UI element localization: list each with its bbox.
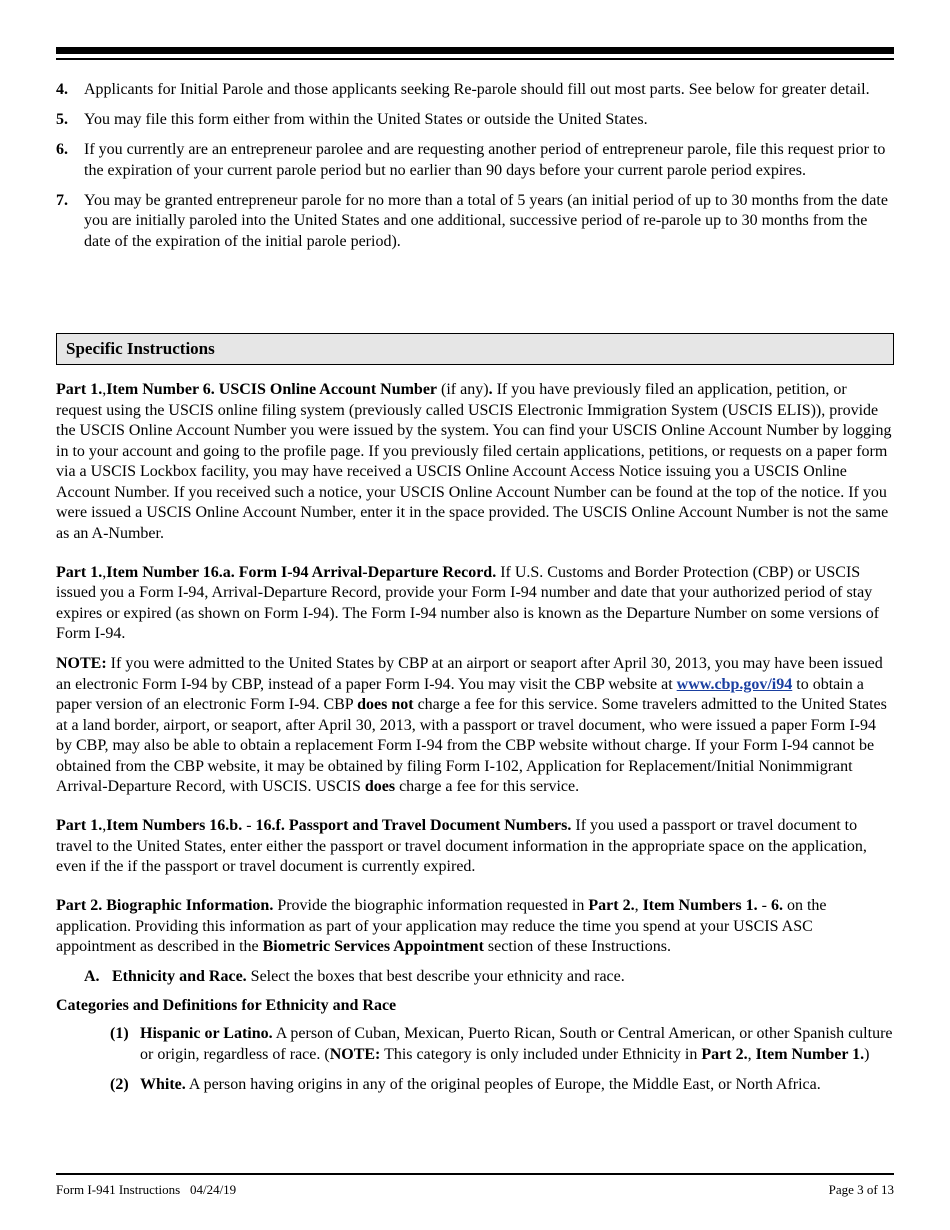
top-rule-thick: [56, 47, 894, 54]
item-ref: Item Number 1.: [755, 1045, 865, 1063]
footer-rule: [56, 1173, 894, 1175]
list-item-text: If you currently are an entrepreneur parolee and are requesting another period of entrepreneur parole, file this request prior to the expiration of your current parole period but no earlier than 90 days before your current parole period expires.: [84, 141, 886, 179]
paragraph-note: [56, 654, 894, 798]
close-paren: ): [864, 1045, 870, 1063]
list-item: [56, 140, 894, 181]
subsection-label: A.: [84, 968, 100, 985]
part-heading: Part 2. Biographic Information.: [56, 897, 274, 914]
form-edition: Form I-941 Instructions 04/24/19: [56, 1182, 237, 1197]
category-body-2: This category is only included under Ethnicity in: [380, 1045, 702, 1063]
dash: -: [242, 817, 256, 834]
text-3: section of these Instructions.: [483, 938, 671, 955]
paragraph-biographic: [56, 896, 894, 958]
note-label: NOTE:: [329, 1045, 381, 1063]
part-ref: Part 1.: [56, 563, 103, 581]
subsection-body: Select the boxes that best describe your ethnicity and race.: [246, 968, 625, 985]
comma: ,: [102, 563, 107, 581]
note-text-3: charge a fee for this service. Some travelers admitted to the United States at a land border, airport, or seaport, after April 30, 2013, with a passport or travel document, who were issued a paper Form I-94 by CBP, may also be able to obtain a replacement Form I-94 from the CBP website without charge. If your Form I-94 cannot be obtained from the CBP website, it may be obtained by filing Form I-102, Application for Replacement/Initial Nonimmigrant Arrival-Departure Record, with USCIS. USCIS: [56, 696, 887, 795]
note-emphasis-does: does: [364, 778, 396, 795]
category-body-1: A person of Cuban, Mexican, Puerto Rican, South or Central American, or other Spanish culture or origin, regardless of race. (: [140, 1025, 893, 1063]
if-any: (if any): [437, 381, 489, 398]
list-item: [56, 191, 894, 253]
instructions-body: [56, 380, 894, 1105]
comma: ,: [102, 817, 107, 834]
top-rule-thin: [56, 58, 894, 60]
category-heading: Hispanic or Latino.: [140, 1025, 273, 1042]
item-ref: Item Number 6. USCIS Online Account Number: [106, 381, 438, 398]
category-item: [110, 1075, 894, 1096]
list-item-number: 7.: [56, 191, 68, 209]
part-ref: Part 2.: [588, 897, 635, 914]
item-ref: Item Numbers 16.b.: [106, 817, 243, 834]
category-body: A person having origins in any of the original peoples of Europe, the Middle East, or North Africa.: [185, 1075, 821, 1093]
part-ref: Part 1.: [56, 381, 103, 398]
categories-heading: Categories and Definitions for Ethnicity and Race: [56, 996, 397, 1014]
section-header: [56, 333, 894, 365]
category-label: (1): [110, 1025, 129, 1042]
comma: ,: [102, 381, 107, 398]
category-text: [140, 1024, 894, 1065]
note-emphasis-does-not: does not: [357, 696, 414, 713]
note-text-2: to obtain a paper version of an electronic Form I-94. CBP: [56, 675, 864, 713]
paragraph-text: If you have previously filed an application, petition, or request using the USCIS online filing system (previously called USCIS Electronic Immigration System (USCIS ELIS)), provide the USCIS Online Account Number you were issued by the system. You can find your USCIS Online Account Number by logging in to your account and going to the profile page. If you previously filed certain applications, petitions, or requests on a paper form via a USCIS Lockbox facility, you may have received a USCIS Online Account Access Notice issuing you a USCIS Online Account Number. If you received such a notice, your USCIS Online Account Number can be found at the top of the notice. If you were issued a USCIS Online Account Number, enter it in the space provided. The USCIS Online Account Number is not the same as an A-Number.: [56, 381, 892, 542]
category-heading: White.: [140, 1075, 186, 1093]
list-item-text: Applicants for Initial Parole and those applicants seeking Re-parole should fill out most parts. See below for greater detail.: [84, 81, 870, 98]
cbp-website-link[interactable]: www.cbp.gov/i94: [676, 675, 793, 693]
subsection-heading: Ethnicity and Race.: [112, 968, 247, 985]
paragraph-online-account: [56, 380, 894, 544]
item-ref: Item Numbers 1.: [642, 897, 758, 914]
part-ref: Part 1.: [56, 817, 103, 834]
note-label: NOTE:: [56, 655, 107, 672]
note-text-4: charge a fee for this service.: [395, 778, 580, 795]
page-number: Page 3 of 13: [828, 1182, 894, 1197]
list-item-text: You may be granted entrepreneur parole for no more than a total of 5 years (an initial period of up to 30 months from the date you are initially paroled into the United States and one additional, successive period of re-parole up to 30 months from the date of the expiration of the initial parole period).: [84, 191, 888, 250]
subsection-text: [112, 967, 625, 988]
item-ref-end: 6.: [770, 897, 783, 914]
paragraph-text: If you used a passport or travel document to travel to the United States, enter either the passport or travel document information in the appropriate space on the application, even if the if the passport or travel document is currently expired.: [56, 817, 867, 875]
item-ref-2: 16.f. Passport and Travel Document Numbers.: [255, 817, 572, 834]
text-1: Provide the biographic information requested in: [273, 897, 589, 914]
part-ref: Part 2.: [701, 1045, 748, 1063]
dash: -: [757, 897, 771, 914]
category-text: [140, 1075, 894, 1096]
text-2: on the application. Providing this information as part of your application may reduce the time you spend at your USCIS ASC appointment as described in the: [56, 897, 827, 955]
list-item-text: You may file this form either from within the United States or outside the United States.: [84, 111, 648, 128]
item-ref: Item Number 16.a. Form I-94 Arrival-Departure Record.: [106, 563, 497, 581]
list-item-number: 4.: [56, 81, 68, 98]
list-item-number: 6.: [56, 141, 68, 158]
period: .: [488, 381, 493, 398]
section-title: Specific Instructions: [66, 338, 215, 358]
comma: ,: [747, 1045, 756, 1063]
comma: ,: [634, 897, 643, 914]
subsection-a: [84, 967, 894, 988]
footer: [56, 1182, 894, 1198]
list-item-number: 5.: [56, 111, 68, 128]
category-item: [110, 1024, 894, 1065]
list-item: [56, 110, 894, 131]
section-ref: Biometric Services Appointment: [262, 938, 484, 955]
paragraph-text: If U.S. Customs and Border Protection (CBP) or USCIS issued you a Form I-94, Arrival-Departure Record, provide your Form I-94 number and date that your authorized period of stay expires or expired (as shown on Form I-94). The Form I-94 number also is known as the Departure Number on some versions of Form I-94.: [56, 563, 880, 642]
paragraph-passport: [56, 816, 894, 878]
paragraph-i94: [56, 563, 894, 645]
category-label: (2): [110, 1075, 129, 1093]
list-item: [56, 80, 894, 101]
numbered-list: [56, 80, 894, 262]
note-text-1: If you were admitted to the United States by CBP at an airport or seaport after April 30, 2013, you may have been issued an electronic Form I-94 by CBP, instead of a paper Form I-94. You may visit the CBP website at: [56, 655, 883, 693]
